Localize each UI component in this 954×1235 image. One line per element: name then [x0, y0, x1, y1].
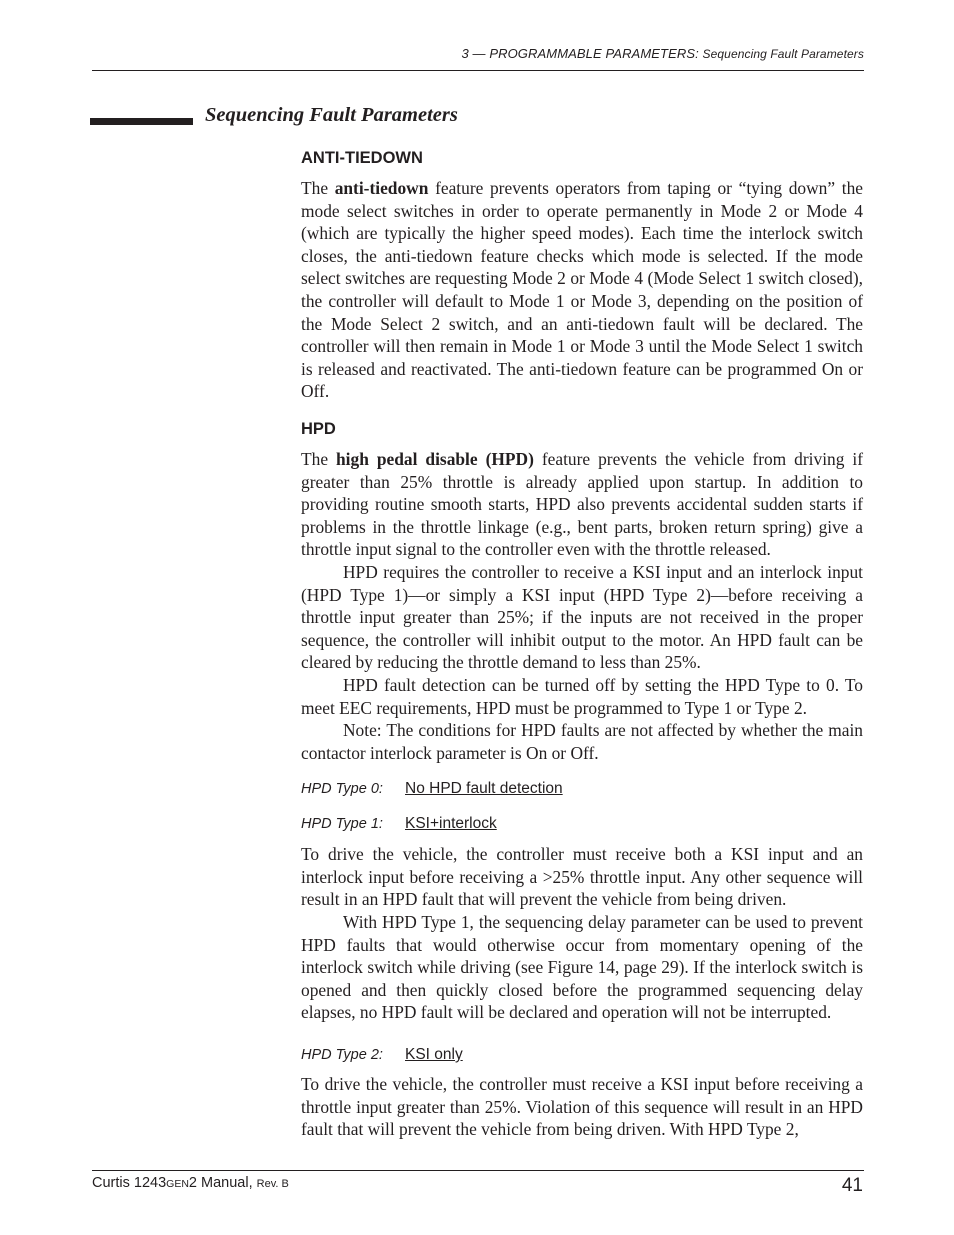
hpd-paragraph-1: [301, 448, 863, 561]
hpd-heading: HPD: [301, 420, 336, 438]
hpd-type-1: [301, 815, 497, 833]
section-bar: [90, 118, 193, 125]
hpd-type-0: [301, 780, 563, 798]
header-rule: [92, 70, 864, 71]
text-run: The: [301, 449, 337, 469]
hpd-type-1-desc: KSI+interlock: [405, 815, 497, 832]
section-title: Sequencing Fault Parameters: [205, 104, 458, 126]
anti-tiedown-paragraph: [301, 177, 863, 403]
hpd-paragraph-3: HPD fault detection can be turned off by setting the HPD Type to 0. To meet EEC requirements, HPD must be programmed to Type 1 or Type 2.: [301, 675, 863, 718]
hpd-type-2-label: HPD Type 2:: [301, 1047, 383, 1063]
anti-tiedown-heading: ANTI-TIEDOWN: [301, 149, 423, 167]
hpd-type-2-paragraph: To drive the vehicle, the controller must receive a KSI input before receiving a throttle input greater than 25%. Violation of this sequence will result in an HPD fault that will prevent the vehicle from being driven. With HPD Type 2,: [301, 1074, 863, 1140]
hpd-type-2: [301, 1046, 463, 1064]
text-run: 2 Manual,: [188, 1175, 257, 1191]
text-run: feature prevents operators from taping or “tying down” the mode select switches in order to operate permanently in Mode 2 or Mode 4 (which are typically the higher speed modes). Each time the interlock switch closes, the anti-tiedown feature checks which mode is selected. If the mode select switches are requesting Mode 2 or Mode 4 (Mode Select 1 switch closed), the controller will default to Mode 1 or Mode 3, depending on the position of the Mode Select 2 switch, and an anti-tiedown fault will be declared. The controller will then remain in Mode 1 or Mode 3 until the Mode Select 1 switch is released and reactivated. The anti-tiedown feature can be programmed On or Off.: [301, 178, 863, 402]
text-run: feature prevents the vehicle from driving if greater than 25% throttle is already applied upon startup. In addition to providing routine smooth starts, HPD also prevents accidental sudden starts if problems in the throttle linkage (e.g., bent parts, broken return spring) give a throttle input signal to the controller even with the throttle released.: [301, 449, 864, 560]
text-run: The: [301, 178, 335, 198]
bold-term: high pedal disable (HPD): [336, 449, 534, 469]
running-header-chapter: 3 — PROGRAMMABLE PARAMETERS:: [461, 46, 699, 61]
hpd-type-0-desc: No HPD fault detection: [405, 780, 563, 797]
bold-term: anti-tiedown: [334, 178, 429, 198]
hpd-paragraph-2: HPD requires the controller to receive a KSI input and an interlock input (HPD Type 1)—or simply a KSI input (HPD Type 2)—before receiving a throttle input greater than 25%; if the inputs are not received in the proper sequence, the controller will inhibit output to the motor. An HPD fault can be cleared by reducing the throttle demand to less than 25%.: [301, 562, 863, 673]
text-run: Rev. B: [256, 1178, 289, 1190]
footer-rule: [92, 1170, 864, 1171]
page-number: 41: [841, 1175, 863, 1196]
hpd-paragraph-4: Note: The conditions for HPD faults are not affected by whether the main contactor interlock parameter is On or Off.: [301, 720, 863, 763]
running-header-section: Sequencing Fault Parameters: [702, 47, 864, 61]
running-header: [300, 46, 864, 61]
hpd-type-1-label: HPD Type 1:: [301, 816, 383, 832]
footer-manual-title: [92, 1175, 289, 1191]
hpd-type-1-paragraph-2: With HPD Type 1, the sequencing delay parameter can be used to prevent HPD faults that would otherwise occur from momentary opening of the interlock switch while driving (see Figure 14, page 29). If the interlock switch is opened and then quickly closed before the programmed sequencing delay elapses, no HPD fault will be declared and operation will not be interrupted.: [301, 912, 863, 1023]
hpd-type-1-paragraph-1: To drive the vehicle, the controller must receive both a KSI input and an interlock input before receiving a >25% throttle input. Any other sequence will result in an HPD fault that will prevent the vehicle from being driven.: [301, 844, 863, 910]
hpd-type-0-label: HPD Type 0:: [301, 781, 383, 797]
text-run: Curtis 1243: [92, 1175, 167, 1191]
hpd-type-2-desc: KSI only: [405, 1046, 463, 1063]
text-run: GEN: [166, 1178, 189, 1190]
